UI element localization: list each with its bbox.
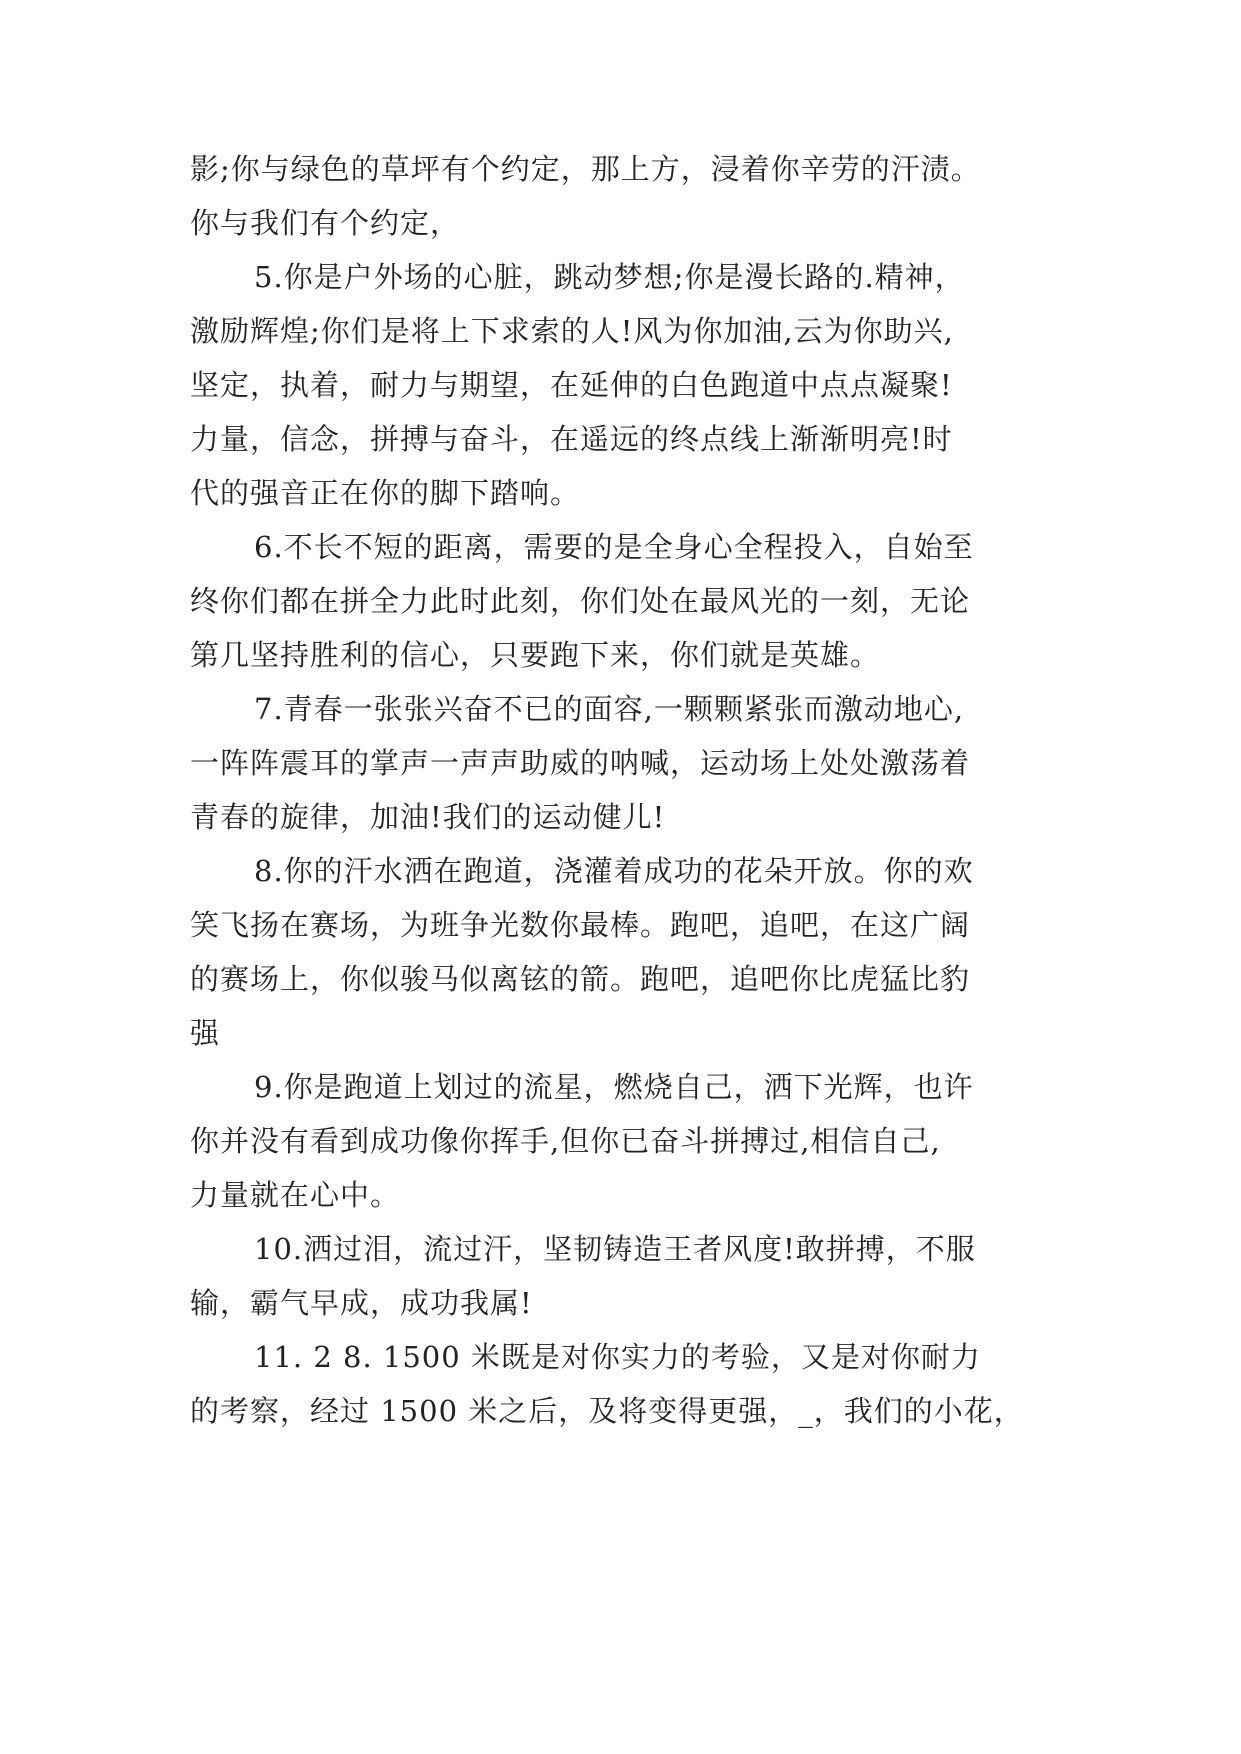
text-line: 激励辉煌;你们是将上下求索的人!风为你加油,云为你助兴,	[190, 314, 954, 348]
text-line: 的考察，经过 1500 米之后，及将变得更强，_，我们的小花，	[190, 1394, 1024, 1428]
text-line: 输，霸气早成，成功我属!	[190, 1286, 533, 1320]
paragraph-9-start: 9.你是跑道上划过的流星，燃烧自己，洒下光辉，也许	[254, 1070, 974, 1104]
paragraph-5-start: 5.你是户外场的心脏，跳动梦想;你是漫长路的.精神，	[254, 260, 965, 294]
paragraph-6-start: 6.不长不短的距离，需要的是全身心全程投入，自始至	[254, 530, 974, 564]
text-line: 你并没有看到成功像你挥手,但你已奋斗拼搏过,相信自己,	[190, 1124, 941, 1158]
text-line: 力量，信念，拼搏与奋斗，在遥远的终点线上渐渐明亮!时	[190, 422, 953, 456]
text-line: 笑飞扬在赛场，为班争光数你最棒。跑吧，追吧，在这广阔	[190, 908, 971, 942]
text-line: 终你们都在拼全力此时此刻，你们处在最风光的一刻，无论	[190, 584, 971, 618]
paragraph-11-start: 11. 2 8. 1500 米既是对你实力的考验，又是对你耐力	[254, 1340, 981, 1374]
text-line: 影;你与绿色的草坪有个约定，那上方，浸着你辛劳的汗渍。	[190, 152, 981, 186]
paragraph-10-start: 10.洒过泪，流过汗，坚韧铸造王者风度!敢拼搏，不服	[254, 1232, 976, 1266]
text-line: 青春的旋律，加油!我们的运动健儿!	[190, 800, 666, 834]
text-line: 的赛场上，你似骏马似离铉的箭。跑吧，追吧你比虎猛比豹	[190, 962, 971, 996]
text-line: 强	[190, 1016, 221, 1050]
paragraph-8-start: 8.你的汗水洒在跑道，浇灌着成功的花朵开放。你的欢	[254, 854, 974, 888]
text-line: 力量就在心中。	[190, 1178, 401, 1212]
text-line: 代的强音正在你的脚下踏响。	[190, 476, 581, 510]
text-line: 坚定，执着，耐力与期望，在延伸的白色跑道中点点凝聚!	[190, 368, 953, 402]
text-line: 一阵阵震耳的掌声一声声助威的呐喊，运动场上处处激荡着	[190, 746, 971, 780]
text-line: 你与我们有个约定，	[190, 206, 461, 240]
text-line: 第几坚持胜利的信心，只要跑下来，你们就是英雄。	[190, 638, 881, 672]
paragraph-7-start: 7.青春一张张兴奋不已的面容,一颗颗紧张而激动地心,	[254, 692, 965, 726]
